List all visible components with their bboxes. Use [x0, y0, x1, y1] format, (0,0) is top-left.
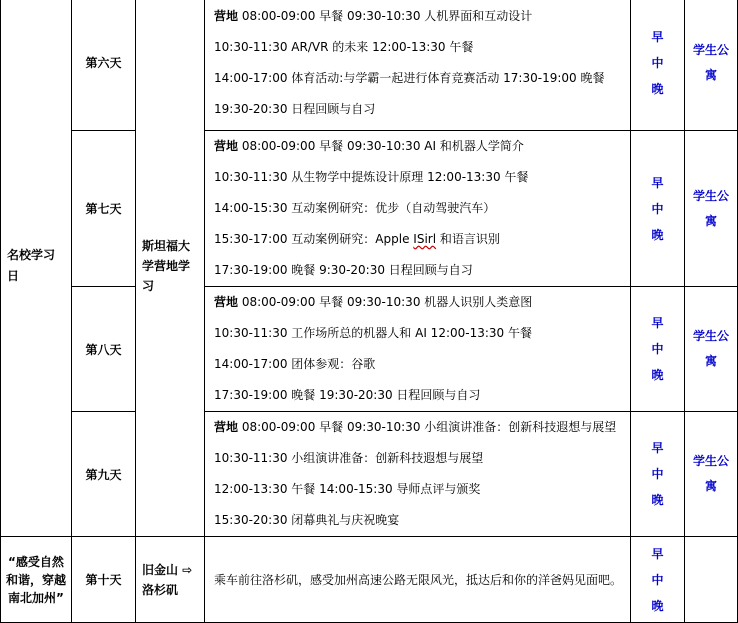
- schedule-cell: [205, 537, 631, 623]
- location-cell: [136, 0, 205, 537]
- schedule-line: 营地 08:00-09:00 早餐 09:30-10:30 机器人识别人类意图: [214, 295, 533, 309]
- meal-lunch: 中: [651, 201, 664, 216]
- table-row: [1, 537, 738, 623]
- location-label: 旧金山 ⇨ 洛杉矶: [142, 562, 193, 597]
- accommodation-line: 学生公: [692, 188, 729, 203]
- day-cell: [72, 0, 136, 131]
- meal-breakfast: 早: [651, 175, 664, 190]
- spellcheck-underline: ISirl: [413, 232, 437, 246]
- schedule-line: 14:00-17:00 体育活动:与学霸一起进行体育竞赛活动 17:30-19:00 晚餐: [214, 70, 605, 85]
- schedule-cell: [205, 131, 631, 287]
- location-label: 斯坦福大学营地学习: [142, 238, 191, 293]
- day-label: 第七天: [85, 202, 122, 216]
- schedule-line: 19:30-20:30 日程回顾与自习: [214, 101, 376, 116]
- meal-breakfast: 早: [651, 29, 664, 44]
- schedule-line: 10:30-11:30 小组演讲准备：创新科技遐想与展望: [214, 451, 484, 465]
- accommodation-line: 寓: [704, 479, 717, 493]
- meals-cell: [631, 287, 685, 412]
- camp-label: 营地: [214, 420, 239, 434]
- schedule-line: 15:30-20:30 闭幕典礼与庆祝晚宴: [214, 513, 400, 527]
- day-label: 第九天: [85, 467, 122, 482]
- day-cell: [72, 131, 136, 287]
- table-row: [1, 0, 738, 131]
- schedule-line: 营地 08:00-09:00 早餐 09:30-10:30 AI 和机器人学简介: [214, 139, 524, 153]
- schedule-cell: [205, 0, 631, 131]
- schedule-line: 12:00-13:30 午餐 14:00-15:30 导师点评与颁奖: [214, 482, 481, 496]
- schedule-line: 乘车前往洛杉矶，感受加州高速公路无限风光，抵达后和你的洋爸妈见面吧。: [214, 572, 623, 587]
- meal-dinner: 晚: [651, 598, 664, 613]
- table-row: [1, 412, 738, 537]
- accommodation-line: 寓: [704, 213, 717, 228]
- meal-dinner: 晚: [651, 81, 664, 96]
- accommodation-cell: [685, 131, 738, 287]
- meal-breakfast: 早: [651, 546, 664, 561]
- accommodation-cell: [685, 537, 738, 623]
- category-cell: [1, 0, 72, 537]
- day-label: 第八天: [85, 342, 122, 357]
- schedule-line: 营地 08:00-09:00 早餐 09:30-10:30 人机界面和互动设计: [214, 8, 533, 23]
- meals-cell: [631, 412, 685, 537]
- meal-lunch: 中: [651, 572, 664, 587]
- accommodation-cell: [685, 287, 738, 412]
- schedule-cell: [205, 412, 631, 537]
- meal-lunch: 中: [651, 55, 664, 70]
- schedule-line: 15:30-17:00 互动案例研究：Apple ISirl 和语言识别: [214, 232, 500, 246]
- meal-dinner: 晚: [651, 368, 664, 382]
- accommodation-line: 学生公: [692, 329, 729, 343]
- day-cell: [72, 287, 136, 412]
- accommodation-line: 学生公: [692, 454, 729, 468]
- accommodation-cell: [685, 412, 738, 537]
- schedule-line: 10:30-11:30 AR/VR 的未来 12:00-13:30 午餐: [214, 39, 474, 54]
- category-label: “感受自然和谐，穿越南北加州”: [5, 554, 66, 605]
- meal-lunch: 中: [651, 467, 664, 481]
- accommodation-line: 寓: [704, 354, 717, 368]
- schedule-line: 10:30-11:30 从生物学中提炼设计原理 12:00-13:30 午餐: [214, 170, 529, 184]
- accommodation-cell: [685, 0, 738, 131]
- meal-dinner: 晚: [651, 493, 664, 507]
- day-cell: [72, 412, 136, 537]
- table-row: [1, 287, 738, 412]
- camp-label: 营地: [214, 139, 239, 153]
- schedule-line: 10:30-11:30 工作场所总的机器人和 AI 12:00-13:30 午餐: [214, 326, 532, 340]
- table-row: [1, 131, 738, 287]
- meal-dinner: 晚: [651, 227, 664, 242]
- meal-breakfast: 早: [651, 441, 664, 455]
- category-label: 名校学习日: [7, 247, 56, 283]
- schedule-line: 14:00-15:30 互动案例研究：优步（自动驾驶汽车）: [214, 201, 496, 215]
- meals-cell: [631, 537, 685, 623]
- meal-breakfast: 早: [651, 316, 664, 330]
- schedule-line: 17:30-19:00 晚餐 19:30-20:30 日程回顾与自习: [214, 388, 481, 402]
- camp-label: 营地: [214, 8, 239, 23]
- category-cell: [1, 537, 72, 623]
- meals-cell: [631, 0, 685, 131]
- schedule-line: 14:00-17:00 团体参观：谷歌: [214, 357, 376, 371]
- meals-cell: [631, 131, 685, 287]
- meal-lunch: 中: [651, 342, 664, 356]
- camp-label: 营地: [214, 295, 239, 309]
- accommodation-line: 寓: [704, 67, 717, 82]
- location-cell: [136, 537, 205, 623]
- day-label: 第十天: [85, 573, 122, 587]
- schedule-line: 营地 08:00-09:00 早餐 09:30-10:30 小组演讲准备：创新科技遐想与展望: [214, 420, 617, 434]
- accommodation-line: 学生公: [692, 42, 729, 57]
- schedule-line: 17:30-19:00 晚餐 9:30-20:30 日程回顾与自习: [214, 263, 473, 277]
- schedule-cell: [205, 287, 631, 412]
- day-label: 第六天: [85, 56, 122, 70]
- day-cell: [72, 537, 136, 623]
